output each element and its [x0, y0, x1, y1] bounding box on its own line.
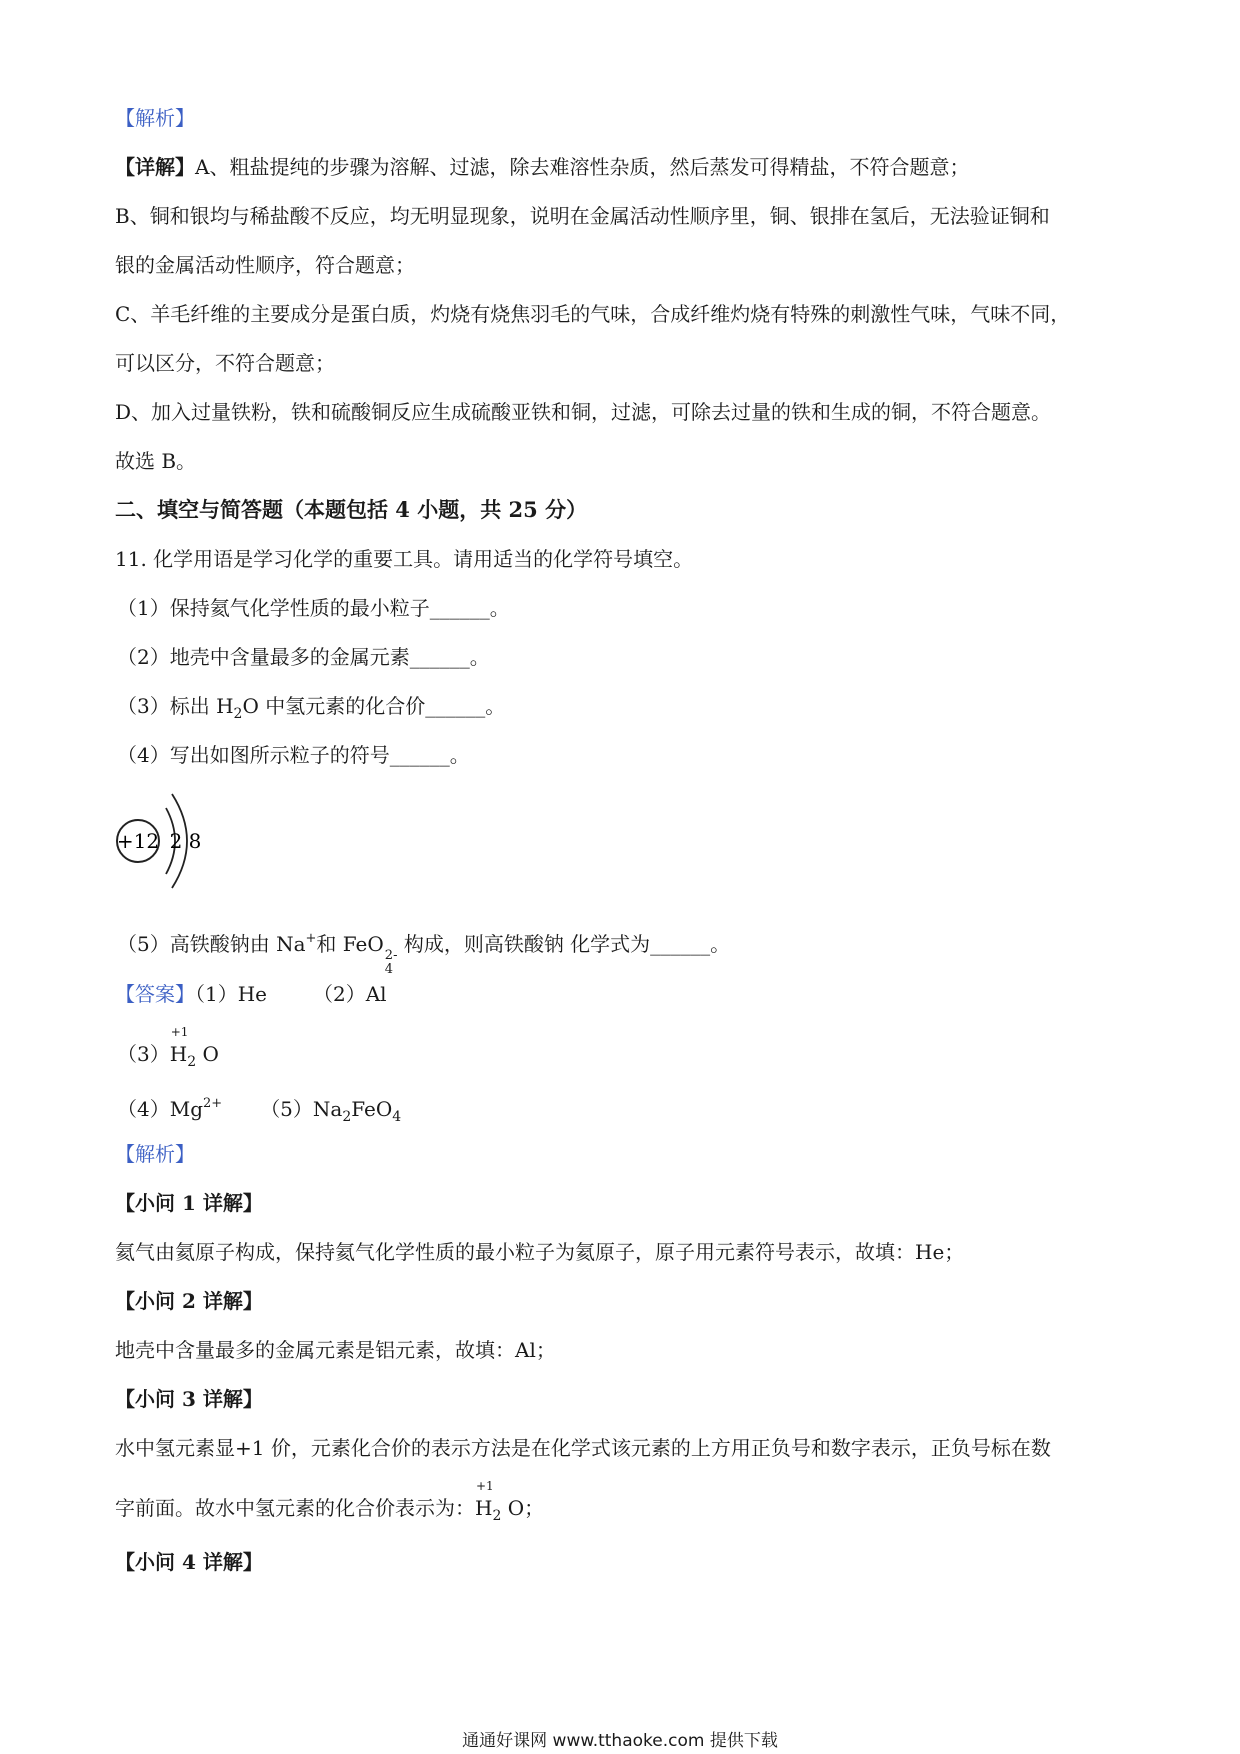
q11-part5-mid: 和 FeO: [316, 932, 384, 956]
q11-part5-sup: +: [305, 931, 317, 946]
answer-row-4: [117, 1090, 401, 1131]
sub4-label: 【小问 4 详解】: [115, 1550, 263, 1574]
answer-4: （4）Mg: [117, 1097, 204, 1121]
answer-5-sub2: 4: [392, 1109, 402, 1125]
sub2-label: 【小问 2 详解】: [115, 1289, 263, 1313]
answer-5-mid: FeO: [351, 1097, 393, 1121]
sub3-o: O；: [501, 1496, 545, 1520]
answer-3-prefix: （3）: [117, 1042, 170, 1066]
detail-label: 【详解】: [115, 155, 195, 179]
answer-3-formula: [169, 1025, 189, 1068]
q11-part2: （2）地壳中含量最多的金属元素______。: [117, 645, 490, 669]
sub3-h: H: [475, 1496, 493, 1520]
detail-a-text: A、粗盐提纯的步骤为溶解、过滤，除去难溶性杂质，然后蒸发可得精盐，不符合题意；: [195, 155, 970, 179]
q11-part5: [117, 925, 730, 977]
atom-structure-diagram: [110, 786, 220, 896]
answer-5-sub: 2: [342, 1109, 352, 1125]
detail-b1: B、铜和银均与稀盐酸不反应，均无明显现象，说明在金属活动性顺序里，铜、银排在氢后，无法验证铜和: [115, 204, 1050, 228]
sub1-label: 【小问 1 详解】: [115, 1191, 263, 1215]
sub3-valence: +1: [476, 1479, 494, 1493]
detail-d: D、加入过量铁粉，铁和硫酸铜反应生成硫酸亚铁和铜，过滤，可除去过量的铁和生成的铜，不符合题意。: [115, 400, 1052, 424]
q11-part5-sub2: 4: [384, 962, 394, 977]
analysis-label: 【解析】: [115, 1142, 195, 1166]
nucleus-charge: +12: [116, 829, 160, 853]
q11-part3-pre: （3）标出 H: [117, 694, 234, 718]
q11-part1: （1）保持氦气化学性质的最小粒子______。: [117, 596, 510, 620]
answer-3-h: H: [169, 1042, 188, 1066]
answer-row-3: [117, 1025, 219, 1076]
sub3-text2-pre: 字前面。故水中氢元素的化合价表示为：: [115, 1496, 475, 1520]
sub2-text: 地壳中含量最多的金属元素是铝元素，故填：Al；: [115, 1338, 556, 1362]
shell-2-electrons: 8: [188, 829, 202, 853]
detail-c1: C、羊毛纤维的主要成分是蛋白质，灼烧有烧焦羽毛的气味，合成纤维灼烧有特殊的刺激性气味，气味不同，: [115, 302, 1071, 326]
answer-3-valence: +1: [170, 1025, 189, 1039]
section-title: 二、填空与简答题（本题包括 4 小题，共 25 分）: [115, 497, 588, 522]
sub3-sub: 2: [492, 1508, 502, 1524]
q11-part5-post: 构成，则高铁酸钠 化学式为______。: [397, 932, 731, 956]
shell-1-electrons: 2: [169, 829, 183, 853]
answer-3-sub: 2: [187, 1054, 197, 1070]
answer-row-1: [115, 980, 387, 1008]
sub3-formula: [475, 1479, 494, 1522]
feo4-charge-stack: [385, 949, 398, 977]
q11-stem: 11. 化学用语是学习化学的重要工具。请用适当的化学符号填空。: [115, 547, 694, 571]
detail-choice: 故选 B。: [115, 449, 197, 473]
answer-5: （5）Na: [260, 1097, 343, 1121]
q11-part3: [117, 692, 505, 728]
detail-c2: 可以区分，不符合题意；: [115, 351, 335, 375]
answer-3-o: O: [196, 1042, 219, 1066]
detail-a: [115, 153, 969, 181]
q11-part3-sub: 2: [233, 706, 243, 722]
answer-2: （2）Al: [313, 982, 387, 1006]
sub3-label: 【小问 3 详解】: [115, 1387, 263, 1411]
analysis-label-top: 【解析】: [115, 106, 195, 130]
q11-part5-sup2: 2-: [384, 948, 398, 963]
answer-label: 【答案】: [115, 982, 195, 1006]
page-footer: 通通好课网 www.tthaoke.com 提供下载: [462, 1731, 778, 1751]
detail-b2: 银的金属活动性顺序，符合题意；: [115, 253, 415, 277]
q11-part4: （4）写出如图所示粒子的符号______。: [117, 743, 470, 767]
sub3-text1: 水中氢元素显+1 价，元素化合价的表示方法是在化学式该元素的上方用正负号和数字表示，正负号标在数: [115, 1436, 1051, 1460]
q11-part3-post: O 中氢元素的化合价______。: [242, 694, 506, 718]
answer-4-sup: 2+: [203, 1096, 223, 1111]
sub1-text: 氦气由氦原子构成，保持氦气化学性质的最小粒子为氦原子，原子用元素符号表示，故填：He；: [115, 1240, 965, 1264]
sub3-text2: [115, 1479, 545, 1530]
answer-1: （1）He: [195, 982, 268, 1006]
q11-part5-pre: （5）高铁酸钠由 Na: [117, 932, 306, 956]
